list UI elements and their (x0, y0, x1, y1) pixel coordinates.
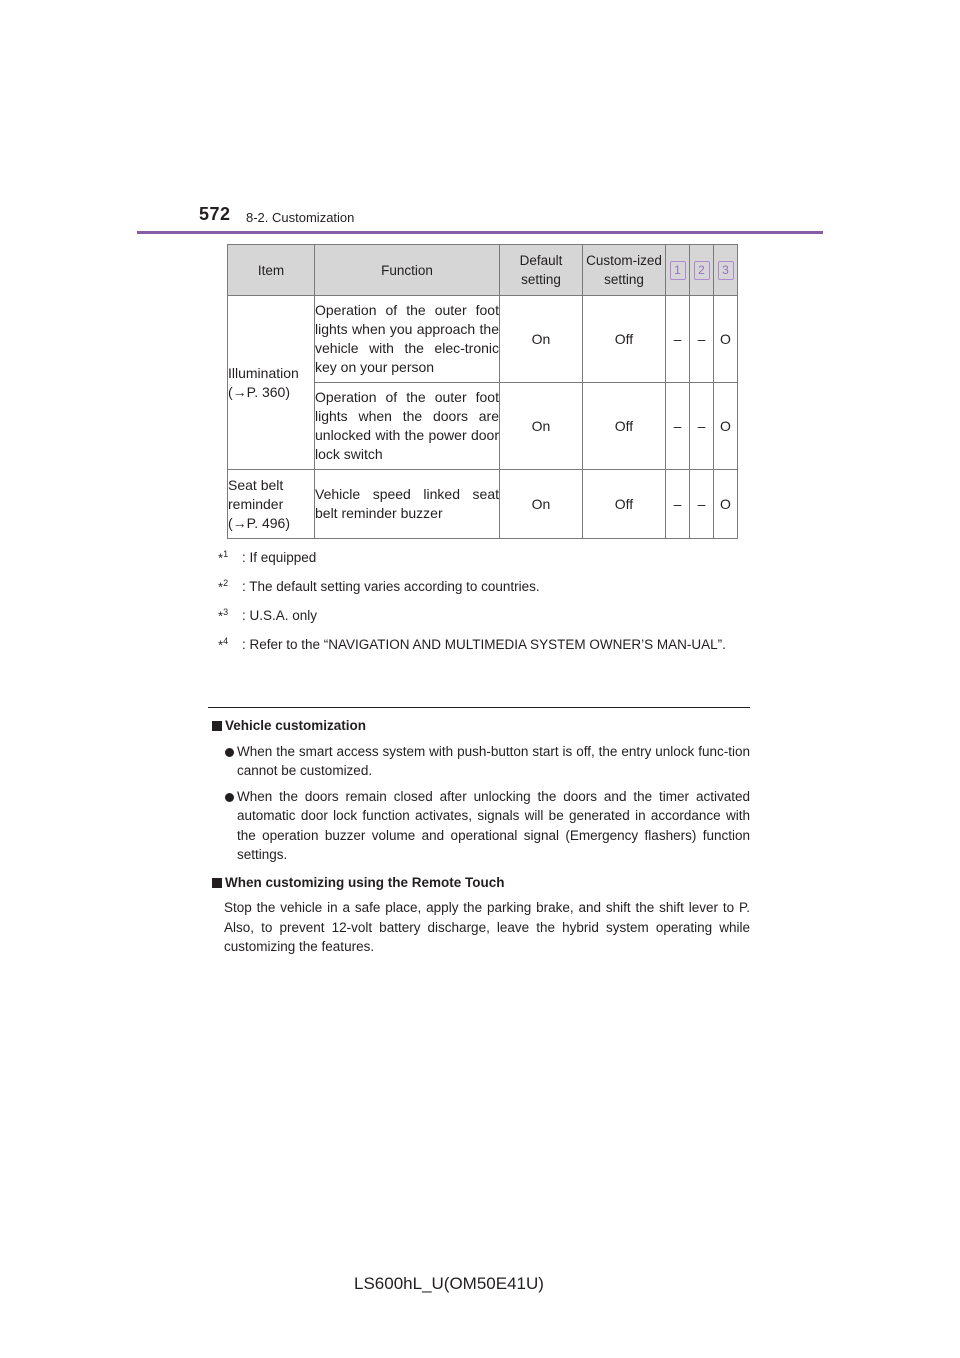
info-section (212, 716, 750, 957)
table-row (228, 296, 738, 383)
footnote: *$^3$ : U.S.A. only (218, 607, 318, 624)
method-3-cell: O (714, 383, 738, 470)
footnote-text: : Refer to the “NAVIGATION AND MULTIMEDIA SYSTEM OWNER’S MAN-UAL”. (242, 637, 726, 652)
list-item: When the smart access system with push-button start is off, the entry unlock func-tion cannot be customized. (212, 742, 750, 781)
method-1-cell: – (666, 383, 690, 470)
method-3-cell: O (714, 296, 738, 383)
footnotes (218, 549, 753, 665)
remote-touch-heading: When customizing using the Remote Touch (212, 873, 750, 893)
col-header-custom: Custom-ized setting (583, 245, 666, 296)
header-rule (137, 231, 823, 234)
method-2-cell: – (690, 296, 714, 383)
item-cell: Seat belt reminder (→P. 496) (228, 470, 315, 539)
method-3-cell: O (714, 470, 738, 539)
square-bullet-icon (212, 878, 222, 888)
section-divider (208, 707, 750, 708)
footnote-text: : U.S.A. only (242, 608, 318, 623)
custom-cell: Off (583, 470, 666, 539)
table-row (228, 470, 738, 539)
default-cell: On (500, 470, 583, 539)
customization-table (227, 244, 738, 539)
item-cell: Illumination (→P. 360) (228, 296, 315, 470)
bullet-icon (225, 748, 234, 757)
method-1-cell: – (666, 296, 690, 383)
footnote-text: : If equipped (242, 550, 317, 565)
col-header-method-3: 3 (714, 245, 738, 296)
col-header-function: Function (315, 245, 500, 296)
square-bullet-icon (212, 721, 222, 731)
col-header-method-2: 2 (690, 245, 714, 296)
remote-touch-text: Stop the vehicle in a safe place, apply the parking brake, and shift the shift lever to P. Also, to prevent 12-volt battery discharge, leave the hybrid system operating while customizing the features. (224, 900, 750, 954)
page-number: 572 (199, 204, 231, 224)
model-code: LS600hL_U(OM50E41U) (354, 1274, 544, 1293)
section-title: 8-2. Customization (246, 210, 355, 225)
function-cell: Operation of the outer foot lights when the doors are unlocked with the power door lock switch (315, 383, 500, 470)
col-header-method-1: 1 (666, 245, 690, 296)
custom-cell: Off (583, 296, 666, 383)
custom-cell: Off (583, 383, 666, 470)
method-2-cell: – (690, 383, 714, 470)
footnote: *$^2$ : The default setting varies according to countries. (218, 578, 540, 595)
footnote: *$^1$ : If equipped (218, 549, 317, 566)
col-header-item: Item (228, 245, 315, 296)
col-header-default: Default setting (500, 245, 583, 296)
bullet-icon (225, 793, 234, 802)
method-1-cell: – (666, 470, 690, 539)
vehicle-customization-heading: Vehicle customization (212, 716, 750, 736)
list-item: When the doors remain closed after unlocking the doors and the timer activated automatic door lock function activates, signals will be generated in accordance with the operation buzzer volume and operational signal (Emergency flashers) function settings. (212, 787, 750, 865)
footnote-text: : The default setting varies according to countries. (242, 579, 540, 594)
function-cell: Vehicle speed linked seat belt reminder buzzer (315, 470, 500, 539)
footnote: *$^4$ : Refer to the “NAVIGATION AND MULTIMEDIA SYSTEM OWNER’S MAN-UAL”. (218, 636, 726, 653)
function-cell: Operation of the outer foot lights when you approach the vehicle with the elec-tronic key on your person (315, 296, 500, 383)
default-cell: On (500, 296, 583, 383)
default-cell: On (500, 383, 583, 470)
method-2-cell: – (690, 470, 714, 539)
